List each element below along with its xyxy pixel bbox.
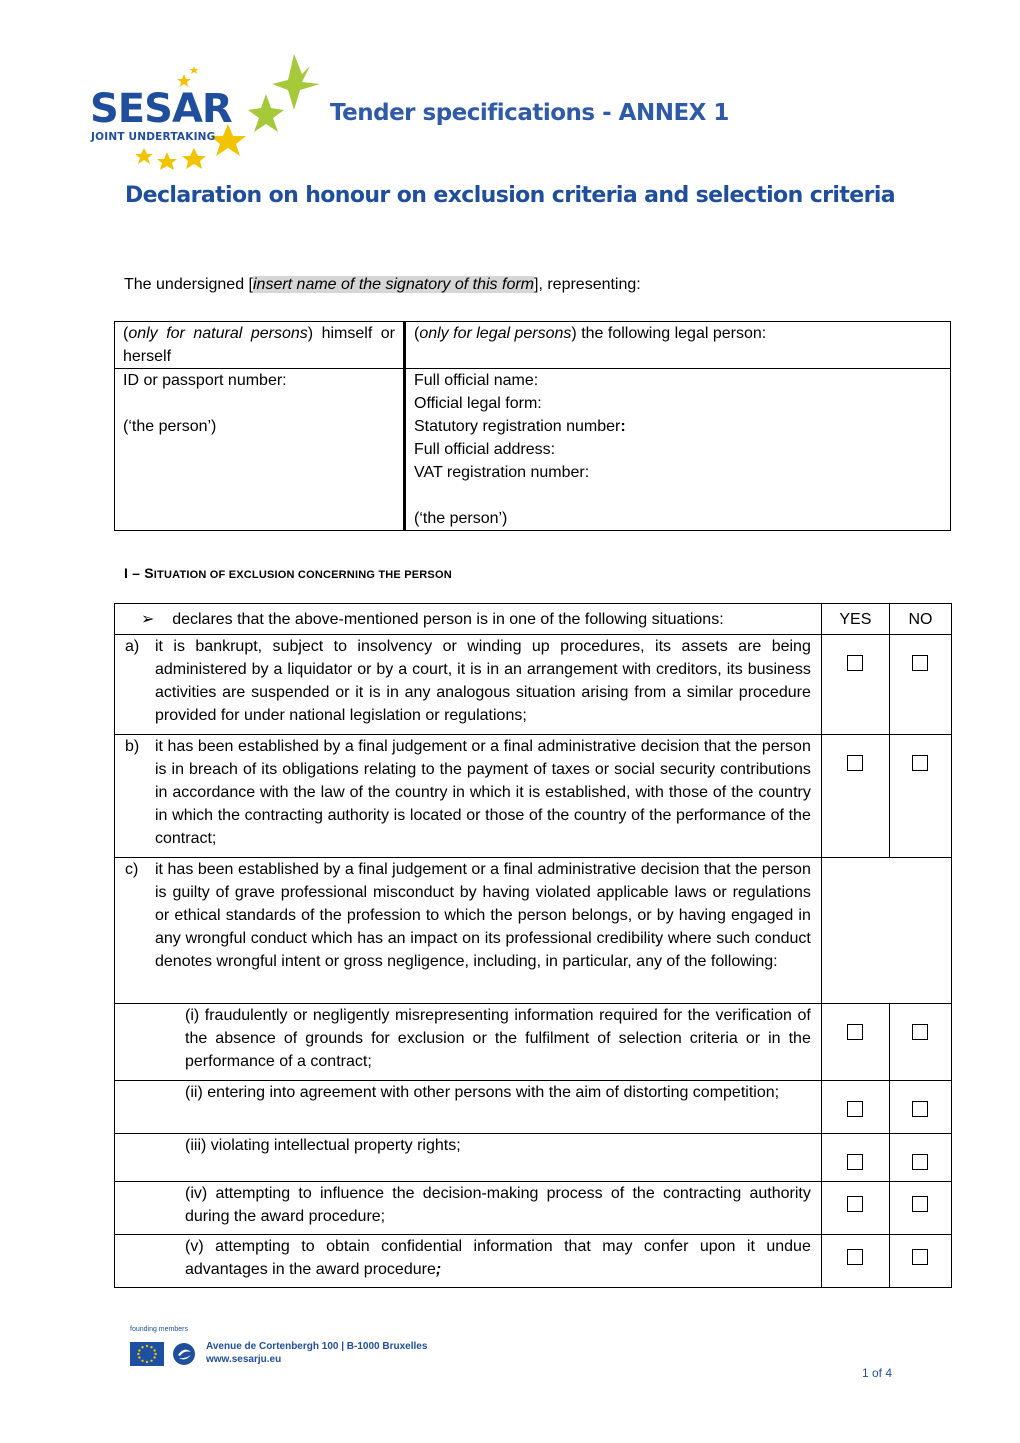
item-c-iv: (iv) attempting to influence the decision-making process of the contracting authority during the award procedure; — [115, 1182, 822, 1235]
legal-person-header: (only for legal persons) the following legal person: — [405, 322, 951, 369]
item-b-no-checkbox[interactable] — [912, 755, 928, 771]
item-a-no-checkbox[interactable] — [912, 655, 928, 671]
the-person-label: (‘the person’) — [414, 510, 508, 527]
item-c-i: (i) fraudulently or negligently misrepresenting information required for the verification of the absence of grounds for exclusion or the fulfilment of selection criteria or in the performance of a contract; — [115, 1004, 822, 1081]
item-c-i-no-checkbox[interactable] — [912, 1024, 928, 1040]
natural-person-details — [115, 369, 405, 531]
item-c-iv-no-checkbox[interactable] — [912, 1196, 928, 1212]
natural-person-header: (only for natural persons) himself or herself — [115, 322, 405, 369]
footer-address: Avenue de Cortenbergh 100 | B-1000 Bruxelles — [206, 1341, 428, 1352]
statutory-number-field[interactable]: Statutory registration number: — [414, 418, 626, 435]
sesar-logo — [88, 52, 328, 178]
page-heading: Declaration on honour on exclusion criteria and selection criteria — [124, 183, 896, 208]
logo-subtitle: JOINT UNDERTAKING — [91, 131, 216, 143]
identity-table — [114, 321, 951, 531]
full-name-field[interactable]: Full official name: — [414, 372, 539, 389]
the-person-label: (‘the person’) — [123, 418, 217, 435]
item-c: c) it has been established by a final judgement or a final administrative decision that the person is guilty of grave professional misconduct by having violated applicable laws or regulations or ethical standards of the profession to which the person belongs, or by having engaged in any wrongful conduct which has an impact on its professional credibility where such conduct denotes wrongful intent or gross negligence, including, in particular, any of the following: — [115, 858, 822, 1004]
item-c-i-yes-checkbox[interactable] — [847, 1024, 863, 1040]
legal-person-details — [405, 369, 951, 531]
no-column-header: NO — [889, 604, 951, 635]
item-c-v-yes-checkbox[interactable] — [847, 1249, 863, 1265]
item-c-iii-no-checkbox[interactable] — [912, 1154, 928, 1170]
vat-field[interactable]: VAT registration number: — [414, 464, 590, 481]
item-c-ii-yes-checkbox[interactable] — [847, 1101, 863, 1117]
item-c-v-no-checkbox[interactable] — [912, 1249, 928, 1265]
document-title: Tender specifications - ANNEX 1 — [330, 100, 729, 126]
item-a-yes-checkbox[interactable] — [847, 655, 863, 671]
page-number: 1 of 4 — [862, 1366, 893, 1380]
id-passport-field[interactable]: ID or passport number: — [123, 372, 287, 389]
arrow-bullet-icon: ➢ — [141, 610, 155, 628]
item-c-ii-no-checkbox[interactable] — [912, 1101, 928, 1117]
item-c-ii: (ii) entering into agreement with other persons with the aim of distorting competition; — [115, 1081, 822, 1134]
address-field[interactable]: Full official address: — [414, 441, 556, 458]
footer-website-link[interactable]: www.sesarju.eu — [206, 1354, 282, 1365]
legal-form-field[interactable]: Official legal form: — [414, 395, 542, 412]
signatory-name-field[interactable]: insert name of the signatory of this form — [252, 276, 534, 293]
intro-before: The undersigned [ — [124, 276, 253, 293]
item-c-v: (v) attempting to obtain confidential information that may confer upon it undue advantages in the award procedure; — [115, 1235, 822, 1288]
item-c-iv-yes-checkbox[interactable] — [847, 1196, 863, 1212]
intro-line — [124, 276, 641, 294]
item-a: a) it is bankrupt, subject to insolvency or winding up procedures, its assets are being administered by a liquidator or by a court, it is in an arrangement with creditors, its business activities are suspended or it is in any analogous situation arising from a similar procedure provided for under national legislation or regulations; — [115, 635, 822, 735]
section-heading: I – SITUATION OF EXCLUSION CONCERNING THE PERSON — [124, 565, 452, 581]
eurocontrol-logo-icon — [172, 1342, 196, 1366]
item-b-yes-checkbox[interactable] — [847, 755, 863, 771]
logo-wordmark: SESAR — [90, 86, 232, 132]
item-b: b) it has been established by a final judgement or a final administrative decision that the person is in breach of its obligations relating to the payment of taxes or social security contributions in accordance with the law of the country in which it is established, with those of the country in which the contracting authority is located or those of the country of the performance of the contract; — [115, 735, 822, 858]
exclusion-table — [114, 603, 952, 1288]
eu-flag-icon — [130, 1342, 164, 1366]
item-c-iii-yes-checkbox[interactable] — [847, 1154, 863, 1170]
item-c-iii: (iii) violating intellectual property rights; — [115, 1134, 822, 1182]
declares-statement: ➢ declares that the above-mentioned person is in one of the following situations: — [115, 604, 822, 635]
intro-after: ], representing: — [534, 276, 641, 293]
footer — [128, 1326, 458, 1366]
item-c-empty-cell — [821, 858, 951, 1004]
yes-column-header: YES — [821, 604, 889, 635]
founding-members-label: founding members — [130, 1326, 188, 1333]
